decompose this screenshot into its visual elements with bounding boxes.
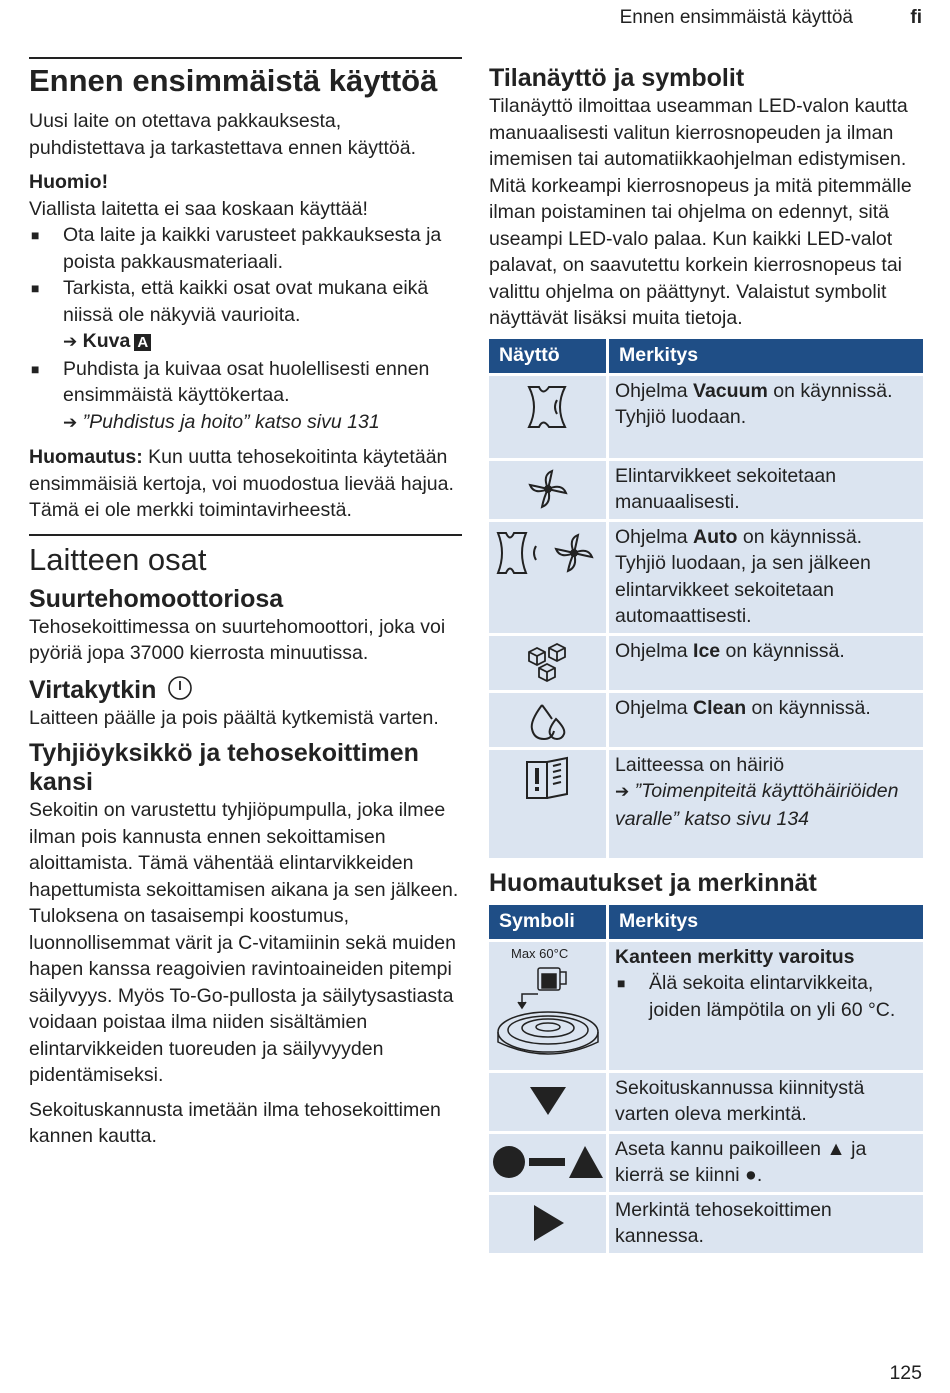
table-header: Symboli	[489, 905, 606, 939]
list-item: ■ Ota laite ja kaikki varusteet pakkauksesta ja poista pakkausmateriaali.	[29, 222, 462, 275]
motor-paragraph: Tehosekoittimessa on suurtehomoottori, joka voi pyöriä jopa 37000 kierrosta minuutissa.	[29, 615, 446, 664]
auto-program-icon	[492, 528, 604, 578]
list-item: ■ Tarkista, että kaikki osat ovat mukana eikä niissä ole näkyviä vaurioita. ➔ Kuva A	[29, 275, 462, 356]
vacuum-lid-paragraph: Sekoituskannusta imetään ilma tehosekoittimen kannen kautta.	[29, 1098, 441, 1147]
bullet-icon: ■	[617, 975, 626, 991]
power-icon	[167, 675, 193, 701]
filled-circle-icon: ●	[745, 1164, 757, 1186]
table-row: Sekoituskannussa kiinnitystä varten oleva merkintä.	[489, 1073, 923, 1131]
status-symbols-table	[486, 336, 926, 861]
lid-warning-title: Kanteen merkitty varoitus	[615, 945, 855, 968]
vacuum-icon	[523, 382, 573, 432]
section-heading-parts: Laitteen osat	[29, 541, 207, 577]
table-header: Merkitys	[609, 339, 923, 373]
arrow-right-icon: ➔	[63, 332, 78, 351]
bullet-icon: ■	[31, 227, 40, 243]
fault-manual-icon	[523, 756, 573, 804]
language-code: fi	[910, 7, 922, 28]
bullet-icon: ■	[31, 280, 40, 296]
water-drops-icon	[526, 699, 570, 743]
triangle-down-icon	[528, 1085, 568, 1117]
page-reference: ”Puhdistus ja hoito” katso sivu 131	[82, 410, 380, 433]
right-column	[489, 64, 923, 1256]
subheading-power-switch: Virtakytkin	[29, 675, 462, 705]
markings-table	[486, 902, 926, 1256]
warning-text: Viallista laitetta ei saa koskaan käyttää!	[29, 197, 368, 220]
page-number: 125	[889, 1362, 922, 1384]
table-row: Elintarvikkeet sekoitetaan manuaalisesti.	[489, 461, 923, 519]
table-row: Aseta kannu paikoilleen ▲ ja kierrä se kiinni ●.	[489, 1134, 923, 1192]
table-row: Ohjelma Vacuum on käynnissä. Tyhjiö luodaan.	[489, 376, 923, 458]
triangle-right-icon	[530, 1203, 566, 1243]
table-header: Merkitys	[609, 905, 923, 939]
figure-letter-box: A	[134, 334, 151, 351]
arrow-right-icon: ➔	[615, 782, 630, 801]
figure-reference: Kuva	[82, 330, 131, 352]
subheading-status-display: Tilanäyttö ja symbolit	[489, 64, 745, 92]
table-row: Max 60°C Kanteen merkitty varoitus ■ Älä sekoita elintarvikkeita, joiden lämpötila on yli 60 °C.	[489, 942, 923, 1070]
table-header: Näyttö	[489, 339, 606, 373]
fan-blade-icon	[524, 467, 572, 511]
arrow-right-icon: ➔	[63, 412, 78, 432]
warning-title: Huomio!	[29, 171, 109, 193]
table-row: Laitteessa on häiriö ➔ ”Toimenpiteitä käyttöhäiriöiden varalle” katso sivu 134	[489, 750, 923, 858]
triangle-up-icon: ▲	[826, 1137, 846, 1160]
bullet-icon: ■	[31, 360, 40, 377]
power-switch-paragraph: Laitteen päälle ja pois päältä kytkemistä varten.	[29, 706, 439, 729]
table-row: Ohjelma Ice on käynnissä.	[489, 636, 923, 690]
intro-paragraph: Uusi laite on otettava pakkauksesta, puhdistettava ja tarkastettava ennen käyttöä.	[29, 110, 417, 159]
page-reference: ”Toimenpiteitä käyttöhäiriöiden varalle” katso sivu 134	[615, 780, 899, 830]
subheading-vacuum-unit: Tyhjiöyksikkö ja tehosekoittimen kansi	[29, 739, 419, 796]
align-and-lock-icon	[491, 1142, 605, 1182]
subheading-motor: Suurtehomoottoriosa	[29, 584, 284, 613]
table-row: Ohjelma Clean on käynnissä.	[489, 693, 923, 747]
lid-warning-icon	[492, 962, 604, 1060]
list-item: ■ Puhdista ja kuivaa osat huolellisesti ennen ensimmäistä käyttökertaa. ➔ ”Puhdistus ja hoito” katso sivu 131	[29, 356, 462, 437]
running-header: Ennen ensimmäistä käyttöä	[619, 7, 853, 28]
section-heading-first-use: Ennen ensimmäistä käyttöä	[29, 63, 438, 98]
note-paragraph: Huomautus: Kun uutta tehosekoitinta käytetään ensimmäisiä kertoja, voi muodostua lievää hajua. Tämä ei ole merkki toimintavirheestä.	[29, 446, 454, 521]
left-column	[29, 57, 462, 1150]
status-intro-paragraph: Tilanäyttö ilmoittaa useamman LED-valon kautta manuaalisesti valitun kierrosnopeuden ja ilman imemisen tai automatiikkaohjelman edistymisen. Mitä korkeampi kierrosnopeus ja mitä pitemmälle ilman poistaminen tai ohjelma on edennyt, sitä useampi LED-valo palaa. Kun kaikki LED-valot palavat, on saavutettu korkein kierrosnopeus tai valittu ohjelma on päättynyt. Valaistut symbolit näyttävät lisäksi muita tietoja.	[489, 95, 912, 329]
subheading-notes-markings: Huomautukset ja merkinnät	[489, 868, 817, 897]
vacuum-paragraph: Sekoitin on varustettu tyhjiöpumpulla, joka ilmee ilman pois kannusta ennen sekoittamisen aloittamista. Tämä vähentää elintarvikkeiden hapettumista sekoittamisen aikana ja sen jälkeen. Tuloksena on tasaisempi koostumus, luonnollisemmat värit ja C-vitamiinin sekä muiden hapen kanssa reagoivien ravintoaineiden pitempi säilyvyys. Myös To-Go-pullosta ja säilytysastiasta voidaan poistaa ilma niiden sisältämien elintarvikkeiden tuoreuden ja säilyvyyden pidentämiseksi.	[29, 799, 459, 1086]
table-row: Merkintä tehosekoittimen kannessa.	[489, 1195, 923, 1253]
ice-cubes-icon	[525, 642, 571, 688]
table-row: Ohjelma Auto on käynnissä. Tyhjiö luodaan, ja sen jälkeen elintarvikkeet sekoitetaan automaattisesti.	[489, 522, 923, 633]
max-temp-label: Max 60°C	[511, 945, 569, 961]
